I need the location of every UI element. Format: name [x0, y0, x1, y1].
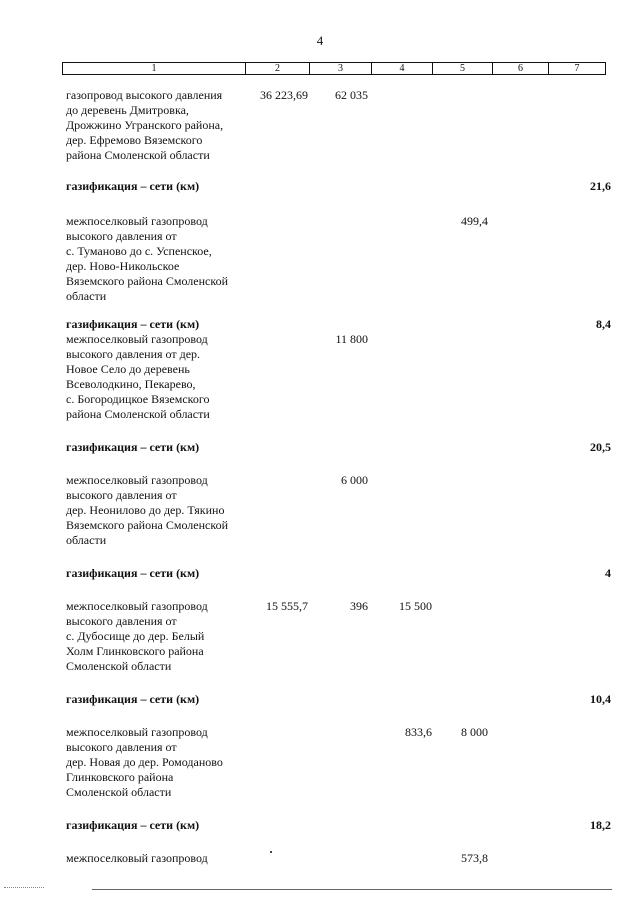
- gasification-row: [66, 818, 611, 833]
- object-name-line: Дрожжино Угранского района,: [66, 118, 224, 132]
- column-header-6: 6: [493, 63, 549, 74]
- object-name: [66, 599, 248, 674]
- value-cell-c4: 15 500: [399, 599, 432, 613]
- object-name-line: Всеволодкино, Пекарево,: [66, 377, 196, 391]
- object-name-line: Смоленской области: [66, 659, 172, 673]
- object-name-line: области: [66, 289, 107, 303]
- table-row: [66, 214, 611, 304]
- object-name-line: района Смоленской области: [66, 407, 210, 421]
- object-name-line: дер. Неонилово до дер. Тякино: [66, 503, 225, 517]
- column-header-1: 1: [63, 63, 246, 74]
- gasification-row: [66, 566, 611, 581]
- gasification-row: [66, 692, 611, 707]
- object-name-line: высокого давления от: [66, 488, 177, 502]
- column-header-row: [62, 62, 606, 75]
- value-cell-c3: 62 035: [335, 88, 368, 102]
- object-name-line: высокого давления от дер.: [66, 347, 201, 361]
- object-name-line: высокого давления от: [66, 229, 177, 243]
- column-header-3: 3: [310, 63, 372, 74]
- value-cell-c2: 15 555,7: [266, 599, 308, 613]
- object-name-line: района Смоленской области: [66, 148, 210, 162]
- gasification-value: 8,4: [596, 317, 611, 331]
- value-cell-c5: 499,4: [461, 214, 488, 228]
- object-name: [66, 473, 248, 548]
- object-name: [66, 214, 248, 304]
- object-name-line: межпоселковый газопровод: [66, 851, 208, 865]
- value-cell-c3: 11 800: [335, 332, 368, 346]
- gasification-label: газификация – сети (км): [66, 317, 200, 331]
- gasification-label: газификация – сети (км): [66, 179, 200, 193]
- object-name: [66, 332, 248, 422]
- object-name-line: с. Богородицкое Вяземского: [66, 392, 210, 406]
- gasification-row: [66, 440, 611, 455]
- gasification-label: газификация – сети (км): [66, 440, 200, 454]
- table-row: [66, 332, 611, 422]
- object-name-line: высокого давления от: [66, 614, 177, 628]
- table-row: [66, 725, 611, 800]
- object-name-line: межпоселковый газопровод: [66, 599, 208, 613]
- object-name-line: до деревень Дмитровка,: [66, 103, 189, 117]
- table-body: [66, 88, 611, 866]
- table-row: [66, 599, 611, 674]
- object-name-line: межпоселковый газопровод: [66, 725, 208, 739]
- object-name-line: области: [66, 533, 107, 547]
- column-header-2: 2: [246, 63, 310, 74]
- object-name-line: с. Туманово до с. Успенское,: [66, 244, 212, 258]
- object-name: [66, 725, 248, 800]
- table-row: [66, 88, 611, 163]
- gasification-label: газификация – сети (км): [66, 818, 200, 832]
- gasification-value: 18,2: [590, 818, 611, 832]
- column-header-4: 4: [372, 63, 433, 74]
- object-name-line: Глинковского района: [66, 770, 174, 784]
- value-cell-c5: 573,8: [461, 851, 488, 865]
- gasification-value: 20,5: [590, 440, 611, 454]
- column-header-5: 5: [433, 63, 493, 74]
- column-header-7: 7: [574, 63, 580, 74]
- object-name-line: Холм Глинковского района: [66, 644, 204, 658]
- gasification-row: [66, 179, 611, 194]
- object-name: [66, 88, 248, 163]
- gasification-value: 21,6: [590, 179, 611, 193]
- value-cell-c3: 396: [350, 599, 368, 613]
- object-name-line: Новое Село до деревень: [66, 362, 190, 376]
- object-name-line: Вяземского района Смоленской: [66, 518, 228, 532]
- footer-mark: [4, 887, 44, 888]
- value-cell-c2: 36 223,69: [260, 88, 308, 102]
- value-cell-c5: 8 000: [461, 725, 488, 739]
- gasification-value: 4: [605, 566, 611, 580]
- page-number: 4: [316, 33, 324, 48]
- object-name-line: высокого давления от: [66, 740, 177, 754]
- gasification-value: 10,4: [590, 692, 611, 706]
- object-name-line: Смоленской области: [66, 785, 172, 799]
- object-name-line: дер. Новая до дер. Ромоданово: [66, 755, 223, 769]
- object-name-line: Вяземского района Смоленской: [66, 274, 228, 288]
- object-name: [66, 851, 248, 866]
- object-name-line: дер. Ново-Никольское: [66, 259, 180, 273]
- object-name-line: межпоселковый газопровод: [66, 473, 208, 487]
- table-row: [66, 851, 611, 866]
- footer-divider: [92, 889, 612, 890]
- value-cell-c4: 833,6: [405, 725, 432, 739]
- object-name-line: межпоселковый газопровод: [66, 214, 208, 228]
- object-name-line: газопровод высокого давления: [66, 88, 223, 102]
- object-name-line: межпоселковый газопровод: [66, 332, 208, 346]
- object-name-line: дер. Ефремово Вяземского: [66, 133, 203, 147]
- scan-dot: [270, 851, 272, 853]
- gasification-row: [66, 317, 611, 332]
- gasification-label: газификация – сети (км): [66, 692, 200, 706]
- object-name-line: с. Дубосище до дер. Белый: [66, 629, 205, 643]
- gasification-label: газификация – сети (км): [66, 566, 200, 580]
- table-row: [66, 473, 611, 548]
- value-cell-c3: 6 000: [341, 473, 368, 487]
